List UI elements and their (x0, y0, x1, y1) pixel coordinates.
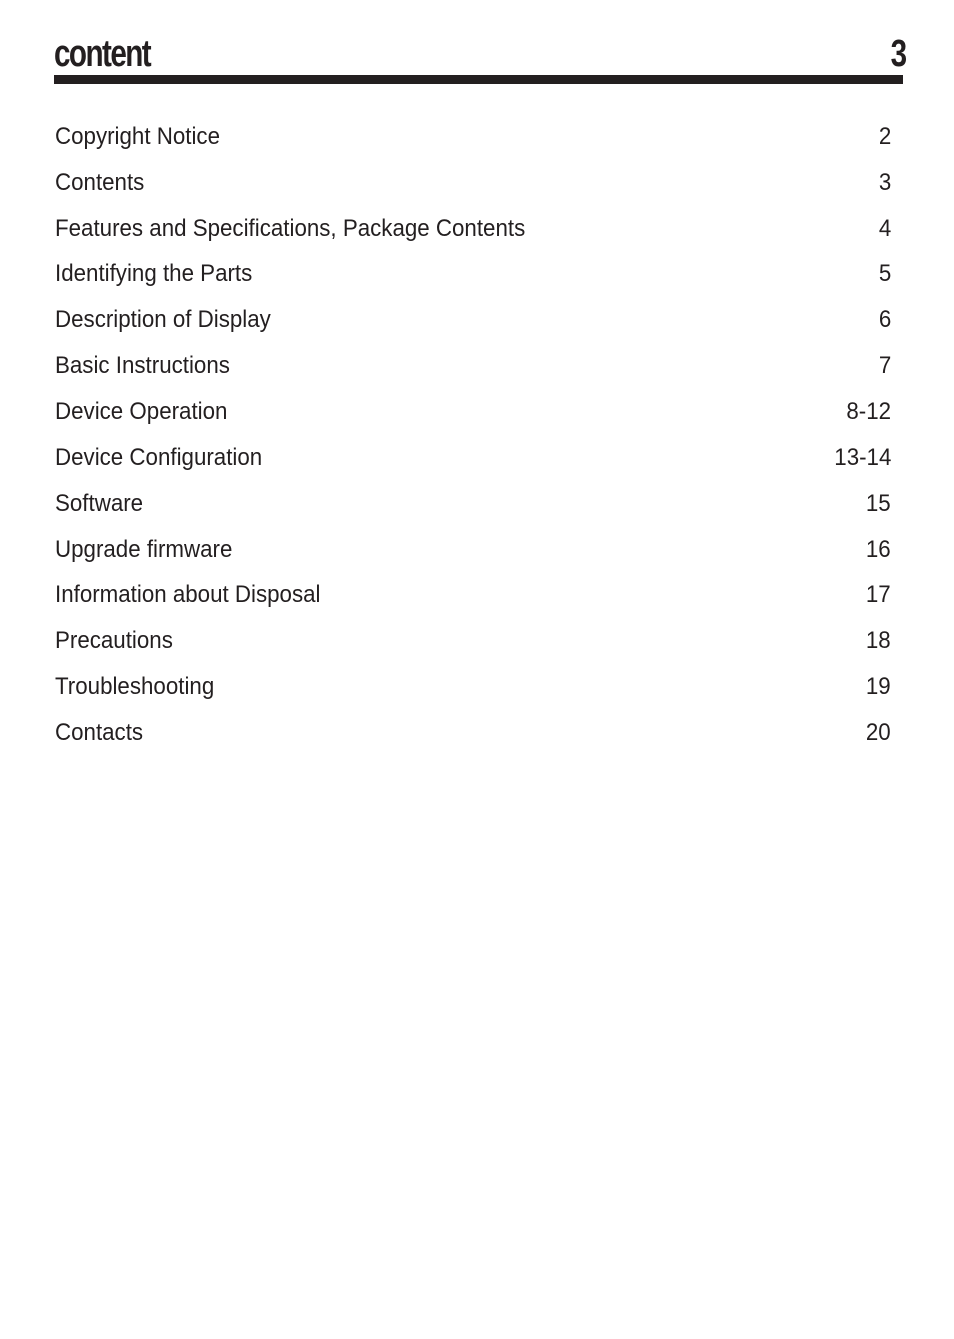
toc-entry-contacts[interactable] (55, 710, 891, 756)
toc-entry-page: 17 (866, 581, 891, 609)
header-divider (54, 75, 903, 84)
toc-entry-page: 3 (878, 168, 891, 196)
page-number: 3 (890, 33, 907, 75)
toc-entry-page: 4 (878, 214, 891, 242)
toc-entry-page: 15 (866, 489, 891, 517)
toc-entry-label: Basic Instructions (55, 352, 230, 380)
toc-entry-label: Information about Disposal (55, 581, 321, 609)
toc-entry-features-specifications[interactable] (55, 206, 891, 252)
toc-entry-contents[interactable] (55, 160, 891, 206)
toc-entry-label: Features and Specifications, Package Contents (55, 214, 526, 242)
toc-entry-page: 7 (878, 352, 891, 380)
toc-entry-label: Copyright Notice (55, 122, 221, 150)
toc-entry-device-operation[interactable] (55, 389, 891, 435)
toc-entry-page: 2 (878, 122, 891, 150)
toc-entry-label: Contacts (55, 718, 144, 746)
toc-entry-label: Identifying the Parts (55, 260, 253, 288)
toc-entry-label: Troubleshooting (55, 673, 215, 701)
toc-entry-precautions[interactable] (55, 618, 891, 664)
toc-entry-device-configuration[interactable] (55, 435, 891, 481)
toc-entry-troubleshooting[interactable] (55, 664, 891, 710)
toc-entry-page: 8-12 (846, 397, 891, 425)
toc-entry-page: 13-14 (833, 443, 891, 471)
toc-entry-upgrade-firmware[interactable] (55, 527, 891, 573)
page-header (54, 33, 907, 75)
toc-entry-label: Precautions (55, 627, 173, 655)
toc-entry-label: Device Configuration (55, 443, 263, 471)
toc-entry-label: Description of Display (55, 306, 271, 334)
toc-entry-page: 5 (878, 260, 891, 288)
toc-entry-label: Software (55, 489, 144, 517)
toc-entry-label: Upgrade firmware (55, 535, 233, 563)
toc-entry-page: 6 (878, 306, 891, 334)
table-of-contents (55, 114, 891, 756)
toc-entry-copyright-notice[interactable] (55, 114, 891, 160)
toc-entry-software[interactable] (55, 481, 891, 527)
toc-entry-label: Device Operation (55, 397, 228, 425)
toc-entry-page: 18 (866, 627, 891, 655)
toc-entry-page: 16 (866, 535, 891, 563)
toc-entry-page: 19 (866, 673, 891, 701)
toc-entry-basic-instructions[interactable] (55, 343, 891, 389)
toc-entry-description-display[interactable] (55, 297, 891, 343)
toc-entry-information-disposal[interactable] (55, 572, 891, 618)
toc-entry-identifying-parts[interactable] (55, 252, 891, 298)
toc-entry-page: 20 (866, 718, 891, 746)
page-title: content (54, 33, 151, 75)
toc-entry-label: Contents (55, 168, 145, 196)
